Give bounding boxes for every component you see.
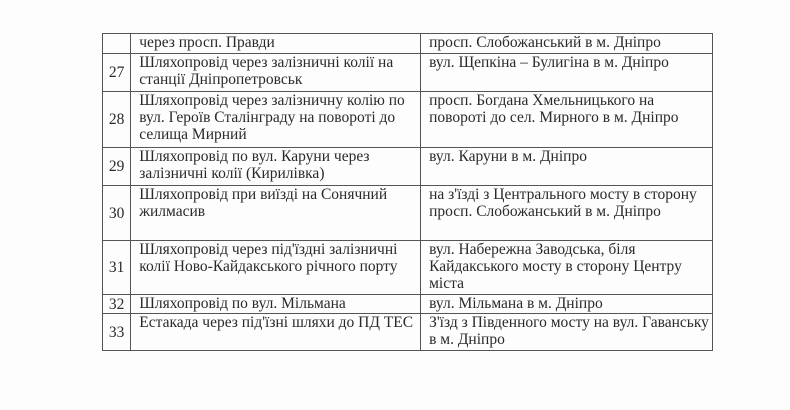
table-row xyxy=(103,54,713,92)
table-row xyxy=(103,186,713,241)
table-row xyxy=(103,295,713,314)
object-name: через просп. Правди xyxy=(131,34,421,54)
object-location: вул. Набережна Заводська, біля Кайдакського мосту в сторону Центру міста xyxy=(421,241,713,295)
row-number xyxy=(103,34,131,54)
row-number: 30 xyxy=(103,186,131,241)
table-row xyxy=(103,314,713,351)
object-name: Шляхопровід через залізничну колію по вул. Героїв Сталінграду на повороті до селища Мирний xyxy=(131,92,421,148)
row-number: 28 xyxy=(103,92,131,148)
overpass-table xyxy=(102,33,713,351)
row-number: 31 xyxy=(103,241,131,295)
object-name: Шляхопровід по вул. Мільмана xyxy=(131,295,421,314)
table-row xyxy=(103,92,713,148)
object-name: Шляхопровід при виїзді на Сонячний жилмасив xyxy=(131,186,421,241)
object-location: вул. Каруни в м. Дніпро xyxy=(421,148,713,186)
row-number: 27 xyxy=(103,54,131,92)
row-number: 33 xyxy=(103,314,131,351)
table-row xyxy=(103,34,713,54)
object-name: Шляхопровід через під'їздні залізничні колії Ново-Кайдакського річного порту xyxy=(131,241,421,295)
table-row xyxy=(103,148,713,186)
object-name: Шляхопровід через залізничні колії на станції Дніпропетровськ xyxy=(131,54,421,92)
object-location: вул. Мільмана в м. Дніпро xyxy=(421,295,713,314)
object-location: на з'їзді з Центрального мосту в сторону просп. Слобожанський в м. Дніпро xyxy=(421,186,713,241)
object-location: вул. Щепкіна – Булигіна в м. Дніпро xyxy=(421,54,713,92)
object-name: Естакада через під'їзні шляхи до ПД ТЕС xyxy=(131,314,421,351)
table-row xyxy=(103,241,713,295)
object-location: З'їзд з Південного мосту на вул. Гаванську в м. Дніпро xyxy=(421,314,713,351)
object-location: просп. Богдана Хмельницького на повороті до сел. Мирного в м. Дніпро xyxy=(421,92,713,148)
object-name: Шляхопровід по вул. Каруни через залізничні колії (Кирилівка) xyxy=(131,148,421,186)
object-location: просп. Слобожанський в м. Дніпро xyxy=(421,34,713,54)
row-number: 32 xyxy=(103,295,131,314)
row-number: 29 xyxy=(103,148,131,186)
